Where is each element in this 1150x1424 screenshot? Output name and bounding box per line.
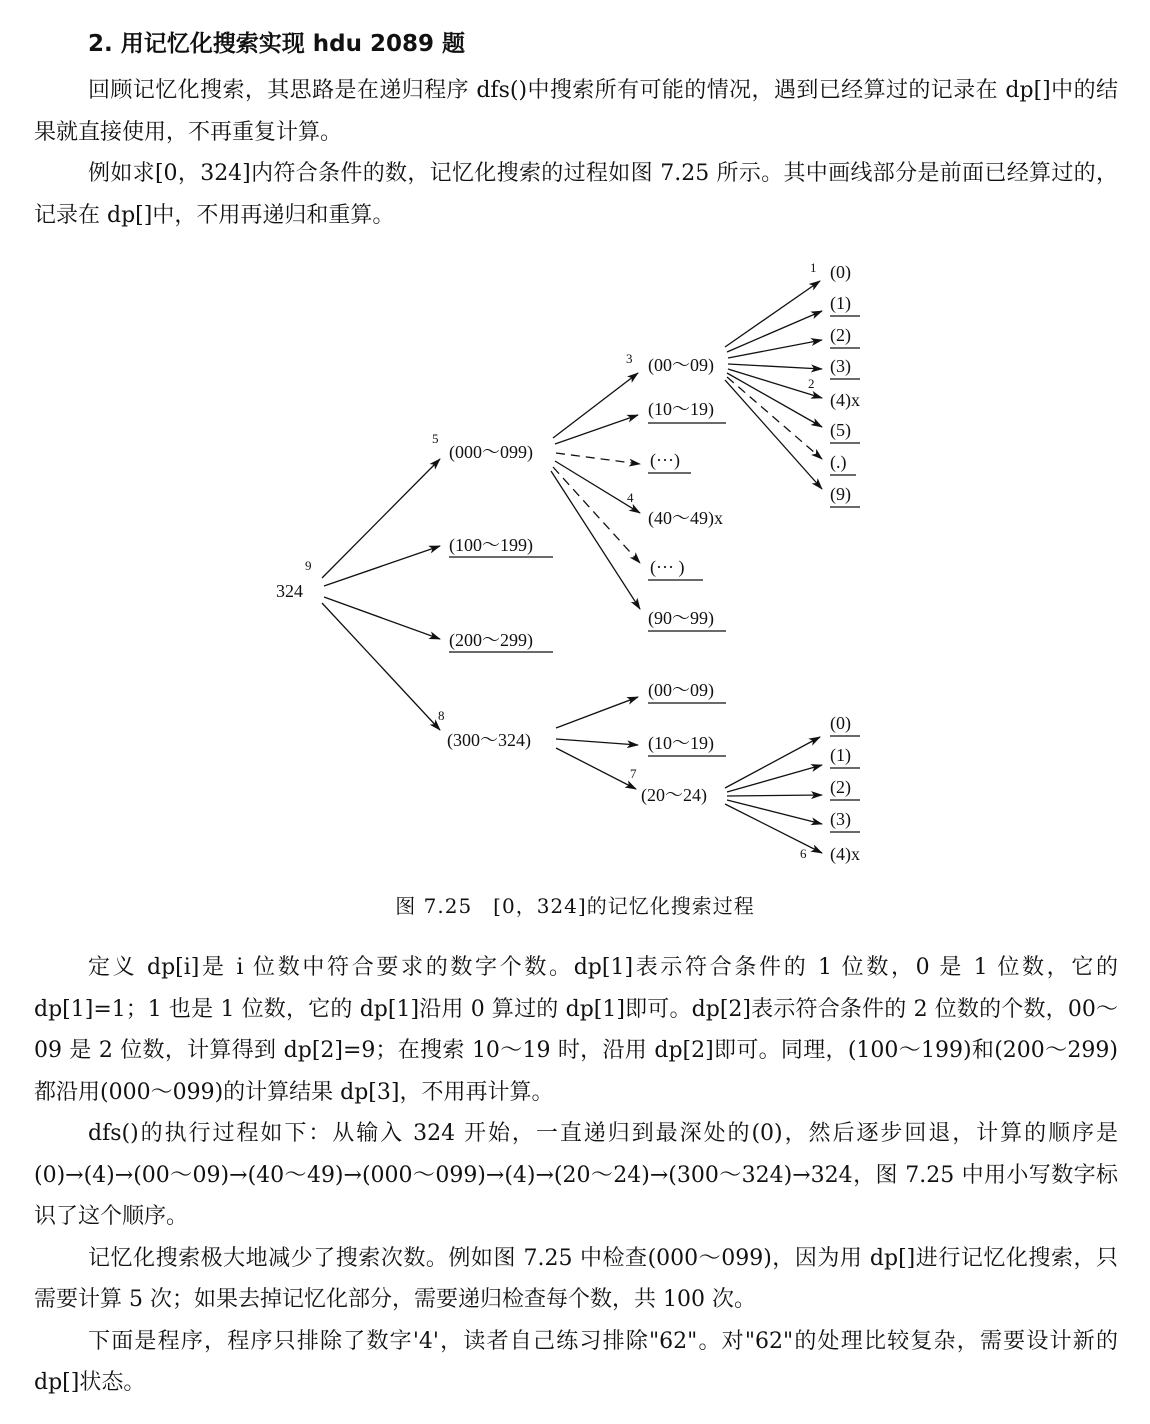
order-number-4: 4 xyxy=(627,490,634,505)
edge-a3-d1 xyxy=(556,739,638,745)
paragraph-example: 例如求[0，324]内符合条件的数，记忆化搜索的过程如图 7.25 所示。其中画线部分是前面已经算过的，记录在 dp[]中，不用再递归和重算。 xyxy=(34,161,1118,228)
edge-a3-d2 xyxy=(556,748,636,789)
node-c5: (5) xyxy=(830,420,851,440)
edge-b0-c1 xyxy=(727,311,822,352)
intro-paragraphs xyxy=(34,70,1118,236)
edge-d2-e2 xyxy=(727,795,822,796)
order-numbers xyxy=(305,260,817,861)
node-e0: (0) xyxy=(830,713,851,733)
edge-d2-e0 xyxy=(725,737,820,788)
node-c6: (.) xyxy=(830,452,847,472)
edge-b0-c7 xyxy=(725,380,822,489)
order-number-7: 7 xyxy=(630,766,637,781)
paragraph-recap: 回顾记忆化搜索，其思路是在递归程序 dfs()中搜索所有可能的情况，遇到已经算过的记录在 dp[]中的结果就直接使用，不再重复计算。 xyxy=(34,78,1118,145)
node-c2: (2) xyxy=(830,325,851,345)
edge-root-a0 xyxy=(322,459,440,578)
node-c4: (4)x xyxy=(830,390,860,410)
section-heading: 2. 用记忆化搜索实现 hdu 2089 题 xyxy=(88,31,465,57)
paragraph-dp-definition: 定义 dp[i]是 i 位数中符合要求的数字个数。dp[1]表示符合条件的 1 位数，0 是 1 位数，它的 dp[1]=1；1 也是 1 位数，它的 dp[1]沿用 0 算过的 dp[1]即可。dp[2]表示符合条件的 2 位数的个数，00～09 是 2 位数，计算得到 dp[2]=9；在搜索 10～19 时，沿用 dp[2]即可。同理，(100～199)和(200～299)都沿用(000～099)的计算结果 dp[3]，不用再计算。 xyxy=(34,955,1118,1105)
node-c7: (9) xyxy=(830,484,851,504)
edge-b0-c3 xyxy=(728,364,822,369)
node-b2: (···) xyxy=(650,450,680,470)
explanation-paragraphs xyxy=(34,947,1118,1404)
edge-root-a2 xyxy=(324,597,440,639)
order-number-5: 5 xyxy=(432,431,439,446)
order-number-8: 8 xyxy=(438,708,445,723)
node-c1: (1) xyxy=(830,293,851,313)
node-d0: (00～09) xyxy=(648,680,714,700)
edge-a0-b2 xyxy=(556,453,640,464)
paragraph-dfs-order: dfs()的执行过程如下：从输入 324 开始，一直递归到最深处的(0)，然后逐步回退，计算的顺序是(0)→(4)→(00～09)→(40～49)→(000～099)→(4)→(20～24)→(300～324)→324，图 7.25 中用小写数字标识了这个顺序。 xyxy=(34,1121,1118,1229)
edge-root-a1 xyxy=(324,546,440,586)
tree-node-labels xyxy=(276,262,860,865)
node-a1: (100～199) xyxy=(449,535,533,555)
edge-a0-b0 xyxy=(553,373,638,438)
edge-a0-b4 xyxy=(553,467,640,563)
edge-a3-d0 xyxy=(556,697,638,728)
node-a3: (300～324) xyxy=(447,730,531,750)
order-number-6: 6 xyxy=(800,846,807,861)
node-c3: (3) xyxy=(830,356,851,376)
node-c0: (0) xyxy=(830,262,851,282)
node-d1: (10～19) xyxy=(648,733,714,753)
node-b4: (··· ) xyxy=(650,557,685,577)
edge-b0-c0 xyxy=(725,281,820,347)
order-number-3: 3 xyxy=(626,351,633,366)
edge-b0-c2 xyxy=(728,340,822,358)
order-number-9: 9 xyxy=(305,558,312,573)
node-e3: (3) xyxy=(830,809,851,829)
edge-a0-b1 xyxy=(555,415,638,444)
edge-root-a3 xyxy=(322,603,440,730)
order-number-2: 2 xyxy=(808,376,815,391)
edge-a0-b3 xyxy=(555,461,640,513)
node-b5: (90～99) xyxy=(648,608,714,628)
paragraph-program-intro: 下面是程序，程序只排除了数字'4'，读者自己练习排除"62"。对"62"的处理比较复杂，需要设计新的 dp[]状态。 xyxy=(34,1328,1118,1395)
node-e4: (4)x xyxy=(830,844,860,864)
node-e2: (2) xyxy=(830,777,851,797)
node-b3: (40～49)x xyxy=(648,508,723,528)
node-a2: (200～299) xyxy=(449,630,533,650)
node-b1: (10～19) xyxy=(648,399,714,419)
node-d2: (20～24) xyxy=(641,785,707,805)
memo-search-tree-figure xyxy=(0,238,1150,878)
paragraph-efficiency: 记忆化搜索极大地减少了搜索次数。例如图 7.25 中检查(000～099)，因为用 dp[]进行记忆化搜索，只需要计算 5 次；如果去掉记忆化部分，需要递归检查每个数，共 100 次。 xyxy=(34,1245,1118,1312)
node-e1: (1) xyxy=(830,745,851,765)
node-b0: (00～09) xyxy=(648,355,714,375)
order-number-1: 1 xyxy=(810,260,817,275)
edge-d2-e1 xyxy=(727,765,822,792)
tree-edges xyxy=(322,281,822,853)
node-root: 324 xyxy=(276,581,303,601)
node-a0: (000～099) xyxy=(449,442,533,462)
figure-caption: 图 7.25 [0，324]的记忆化搜索过程 xyxy=(395,894,755,918)
